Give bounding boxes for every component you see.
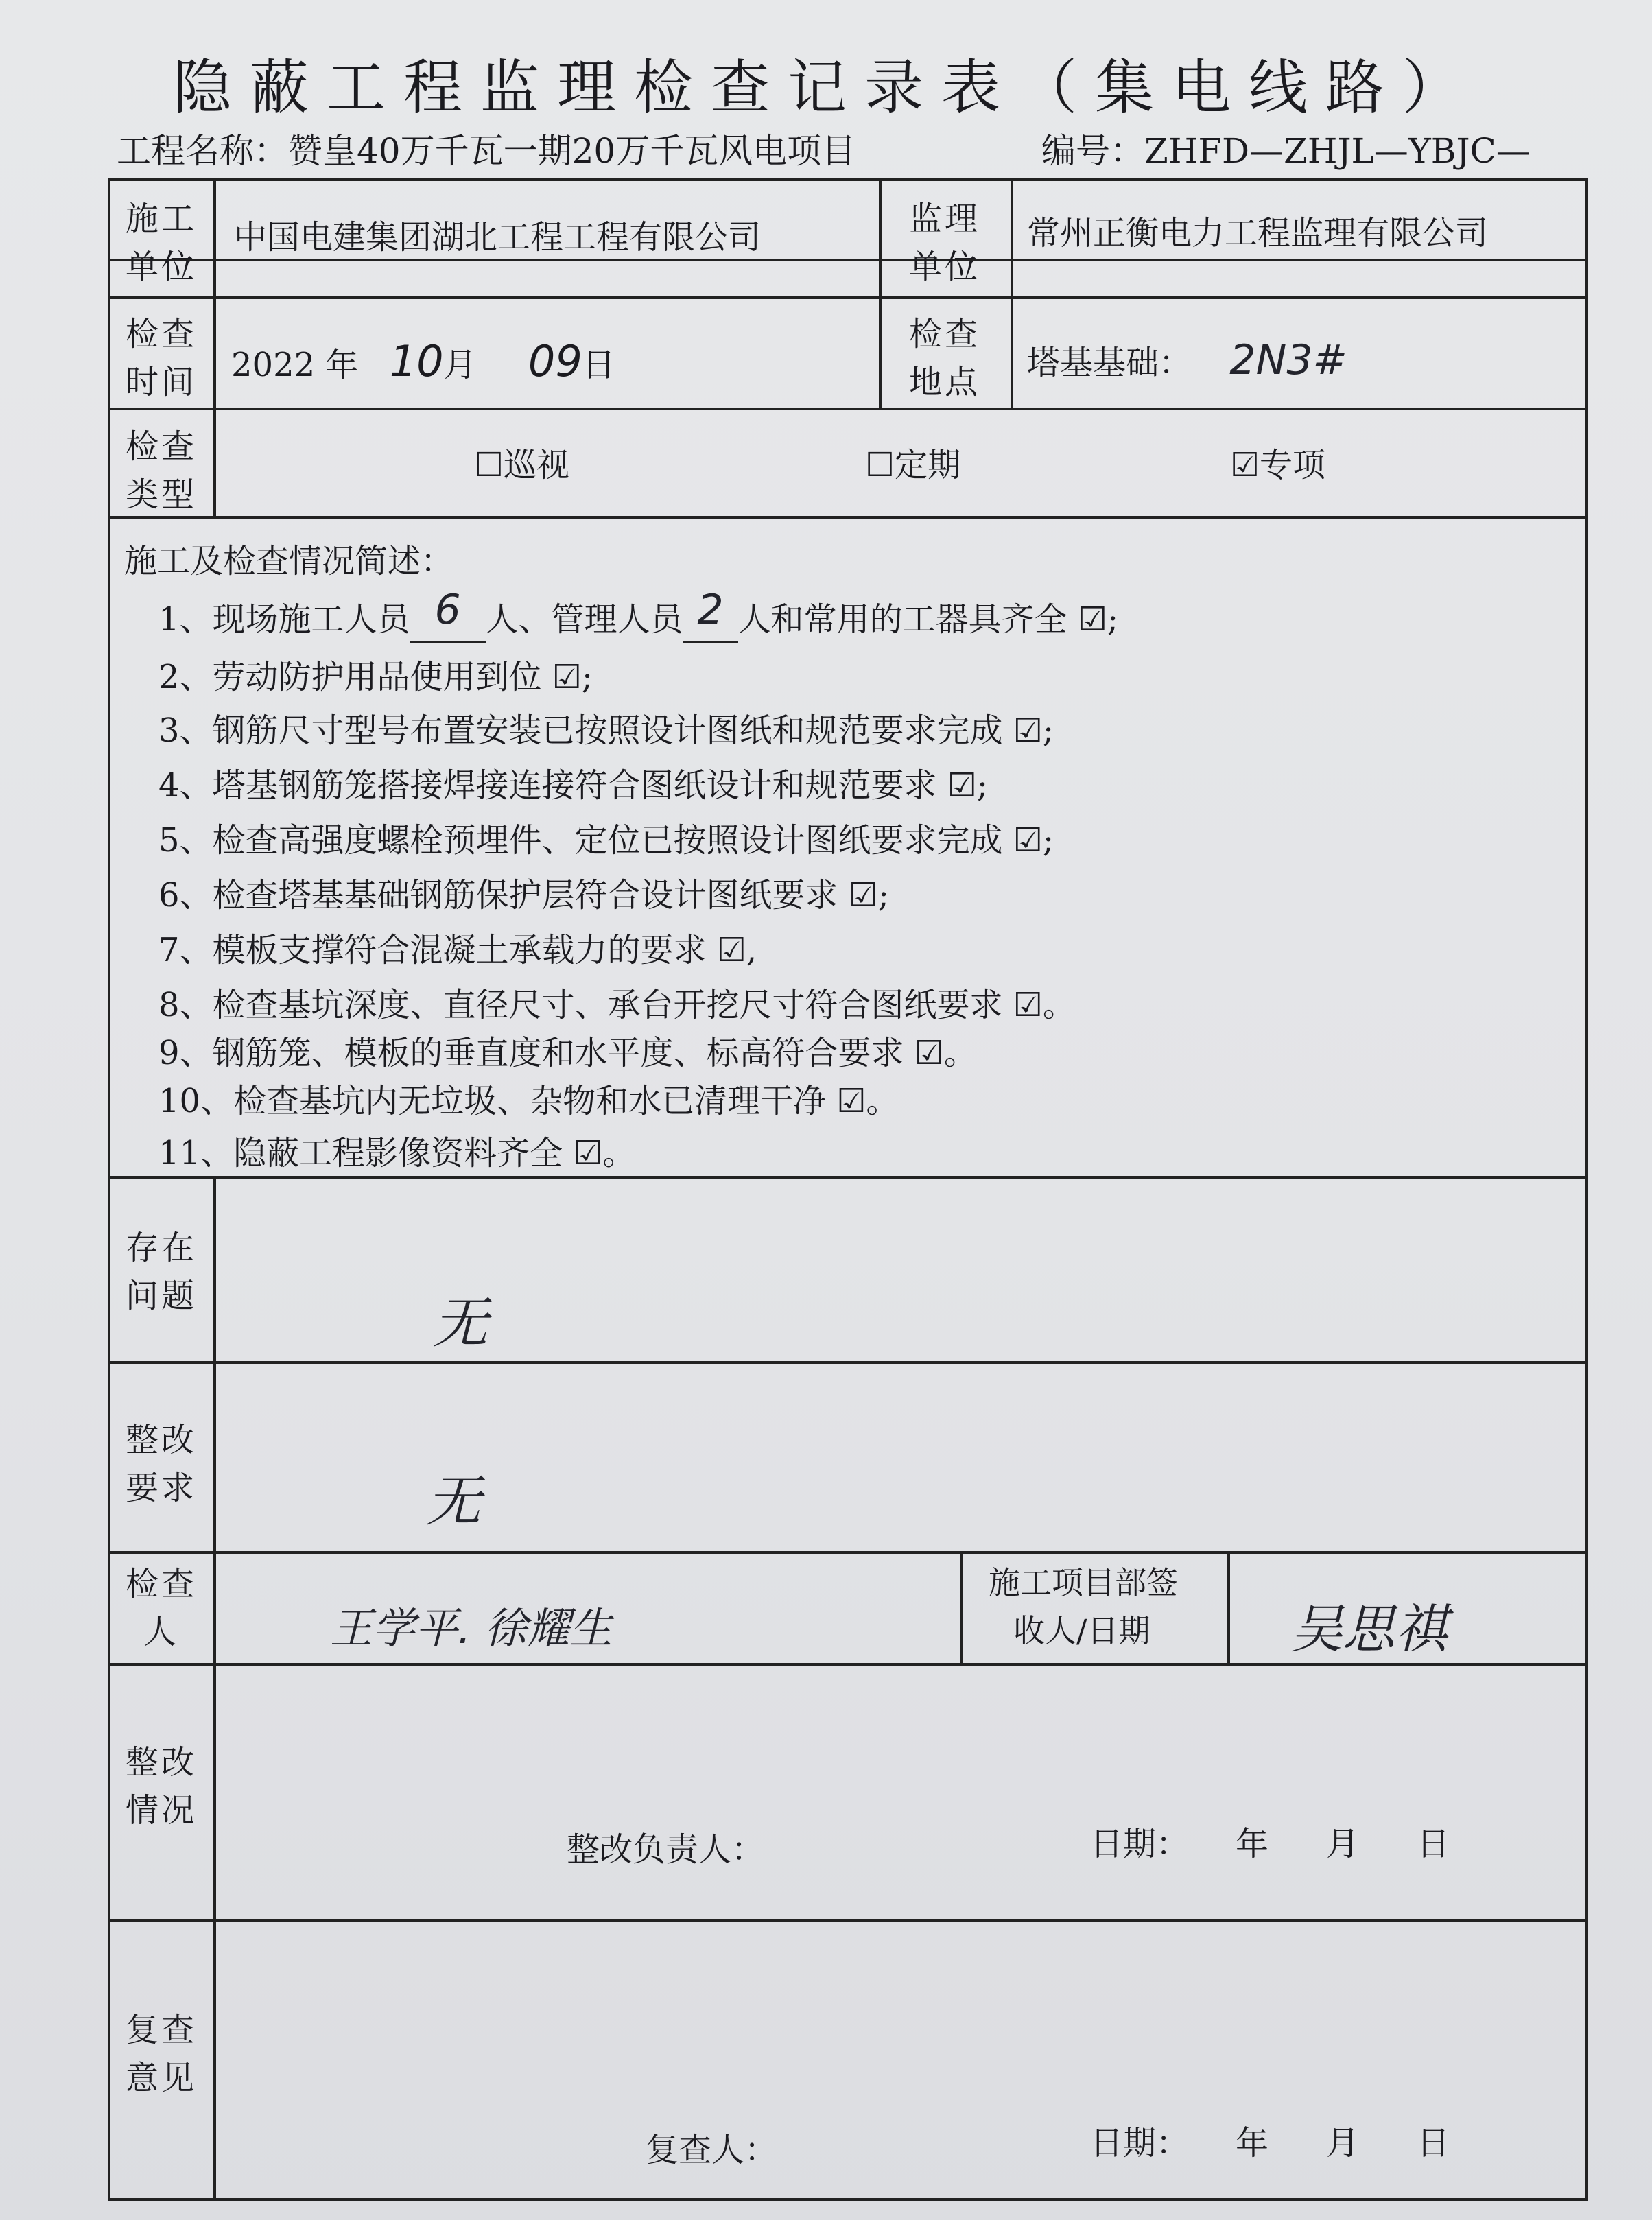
row-divider (110, 516, 1585, 519)
construction-unit-label: 施工单位 (125, 200, 197, 286)
inspector-label: 检查人 (125, 1565, 197, 1651)
item1-prefix: 1、现场施工人员 (158, 600, 410, 639)
rectify-requirement-value: 无 (426, 1469, 481, 1533)
rechecker-label: 复查人： (646, 2131, 778, 2169)
summary-heading: 施工及检查情况简述： (124, 542, 454, 580)
check-place-prefix: 塔基基础： (1027, 344, 1192, 382)
inspector-signature: 王学平. 徐耀生 (330, 1603, 613, 1653)
check-type-special (1230, 442, 1325, 490)
recheck-date-label: 日期： (1090, 2124, 1190, 2162)
project-signature: 吴思祺 (1290, 1598, 1447, 1660)
supervision-unit-label: 监理单位 (908, 200, 980, 286)
rectify-status-label: 整改情况 (125, 1743, 197, 1830)
col-divider (960, 1551, 963, 1663)
check-type-patrol (474, 442, 569, 490)
summary-item: 2、劳动防护用品使用到位 ☑; (158, 658, 593, 696)
check-place-label: 检查地点 (908, 315, 980, 401)
summary-item: 5、检查高强度螺栓预埋件、定位已按照设计图纸要求完成 ☑; (158, 821, 1054, 860)
check-date-month-unit: 月 (443, 346, 477, 384)
item1-managers: 2 (697, 586, 724, 634)
construction-unit-value: 中国电建集团湖北工程工程有限公司 (234, 218, 762, 257)
check-date (231, 331, 615, 392)
inspection-form-table (108, 178, 1588, 2201)
periodic-checkbox: ☐ (865, 446, 895, 484)
check-type-label: 检查类型 (125, 427, 197, 514)
check-date-month: 10 (389, 336, 444, 386)
summary-item: 4、塔基钢筋笼搭接焊接连接符合图纸设计和规范要求 ☑; (158, 766, 989, 805)
recheck-label: 复查意见 (125, 2011, 197, 2097)
summary-item: 8、检查基坑深度、直径尺寸、承台开挖尺寸符合图纸要求 ☑。 (158, 986, 1076, 1024)
row-divider (110, 1663, 1585, 1666)
rectify-date-blank: 年 月 日 (1236, 1825, 1463, 1863)
summary-item: 10、检查基坑内无垃圾、杂物和水已清理干净 ☑。 (158, 1082, 899, 1120)
check-date-year-unit: 年 (325, 346, 359, 384)
periodic-label: 定期 (895, 446, 961, 484)
summary-item (158, 586, 1119, 643)
check-date-day-unit: 日 (582, 346, 615, 384)
rectify-date-label: 日期： (1090, 1825, 1190, 1863)
summary-item: 3、钢筋尺寸型号布置安装已按照设计图纸和规范要求完成 ☑; (158, 711, 1054, 750)
row-divider (110, 1551, 1585, 1554)
patrol-checkbox: ☐ (474, 446, 504, 484)
rectify-person-label: 整改负责人： (567, 1830, 765, 1869)
check-time-label: 检查时间 (125, 315, 197, 401)
check-date-day: 09 (528, 336, 582, 386)
issues-value: 无 (433, 1291, 488, 1355)
project-sign-label-line2: 收人/日期 (1013, 1612, 1150, 1649)
row-divider (110, 1176, 1585, 1179)
summary-item: 7、模板支撑符合混凝土承载力的要求 ☑, (158, 931, 757, 969)
col-divider (1227, 1551, 1230, 1663)
row-divider (110, 1919, 1585, 1922)
check-type-periodic (865, 442, 960, 490)
check-place (1027, 331, 1347, 390)
recheck-date-blank: 年 月 日 (1236, 2124, 1463, 2162)
check-place-value: 2N3# (1229, 336, 1347, 384)
special-checkbox: ☑ (1230, 446, 1260, 484)
row-divider (110, 408, 1585, 410)
patrol-label: 巡视 (504, 446, 570, 484)
check-date-year: 2022 (231, 346, 316, 384)
col-divider (213, 181, 216, 408)
issues-label: 存在问题 (125, 1229, 197, 1315)
row-divider (110, 1361, 1585, 1364)
item1-suffix: 人和常用的工器具齐全 ☑; (738, 600, 1119, 639)
col-divider (879, 181, 882, 408)
col-divider (213, 1176, 216, 2198)
row-divider (110, 296, 1585, 299)
summary-item: 9、钢筋笼、模板的垂直度和水平度、标高符合要求 ☑。 (158, 1034, 977, 1072)
form-code: 编号：ZHFD—ZHJL—YBJC— (1041, 131, 1531, 171)
col-divider (213, 408, 216, 516)
item1-mid: 人、管理人员 (485, 600, 683, 639)
item1-workers: 6 (434, 586, 461, 634)
form-title: 隐蔽工程监理检查记录表（集电线路） (173, 54, 1479, 122)
special-label: 专项 (1260, 446, 1326, 484)
rectify-requirement-label: 整改要求 (125, 1421, 197, 1507)
summary-item: 6、检查塔基基础钢筋保护层符合设计图纸要求 ☑; (158, 876, 890, 914)
supervision-unit-value: 常州正衡电力工程监理有限公司 (1027, 214, 1489, 252)
col-divider (1011, 181, 1013, 408)
project-sign-label-line1: 施工项目部签 (989, 1564, 1178, 1601)
project-name: 工程名称：赞皇40万千瓦一期20万千瓦风电项目 (117, 131, 856, 171)
summary-item: 11、隐蔽工程影像资料齐全 ☑。 (158, 1134, 636, 1172)
